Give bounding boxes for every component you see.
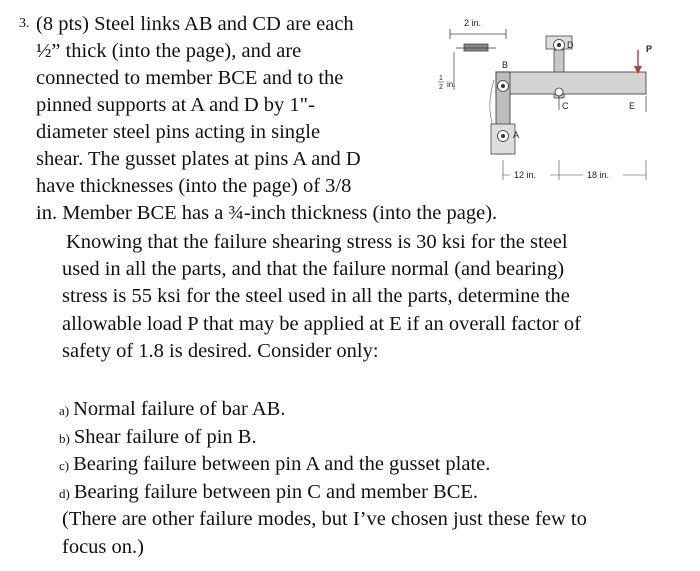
label-c: C xyxy=(562,101,569,111)
sub-item-b xyxy=(59,425,257,451)
label-a: A xyxy=(513,130,520,140)
pin-b-center xyxy=(501,84,505,88)
problem-line-4: pinned supports at A and D by 1"- xyxy=(36,94,315,116)
sub-item-a-tag: a) xyxy=(59,403,70,418)
problem-line-9: Knowing that the failure shearing stress is 30 ksi for the steel xyxy=(66,231,568,253)
sub-item-d-tag: d) xyxy=(59,486,70,501)
link-ab-side-profile xyxy=(464,44,488,51)
member-bce xyxy=(496,72,646,94)
note-line-1: (There are other failure modes, but I’ve chosen just these few to xyxy=(62,508,587,530)
question-number: 3. xyxy=(19,16,30,31)
note-line-2: focus on.) xyxy=(62,536,144,558)
sub-item-b-tag: b) xyxy=(59,431,70,446)
pin-c-icon xyxy=(555,88,563,96)
problem-line-2: ½” thick (into the page), and are xyxy=(36,40,302,62)
sub-item-a-text: Normal failure of bar AB. xyxy=(73,398,286,420)
problem-line-8: in. Member BCE has a ¾-inch thickness (into the page). xyxy=(36,202,498,224)
sub-item-c xyxy=(59,452,490,478)
dim-left-num: 1 xyxy=(439,75,443,82)
pin-d-center xyxy=(557,43,561,47)
dim-top-label: 2 in. xyxy=(464,18,482,28)
sub-item-d-text: Bearing failure between pin C and member BCE. xyxy=(73,481,479,503)
label-d: D xyxy=(567,40,574,50)
problem-line-11: stress is 55 ksi for the steel used in all the parts, determine the xyxy=(62,285,570,307)
link-mechanism-diagram xyxy=(436,12,666,187)
problem-line-5: diameter steel pins acting in single xyxy=(36,121,321,143)
dim-left-unit: in. xyxy=(447,80,456,89)
sub-item-d xyxy=(59,480,478,506)
dim-bottom-left-label: 12 in. xyxy=(514,170,537,180)
problem-line-10: used in all the parts, and that the failure normal (and bearing) xyxy=(62,258,565,280)
problem-line-13: safety of 1.8 is desired. Consider only: xyxy=(62,340,379,362)
problem-line-1: (8 pts) Steel links AB and CD are each xyxy=(36,13,354,35)
pin-a-center xyxy=(501,134,505,138)
dim-bottom-right-label: 18 in. xyxy=(587,170,610,180)
sub-item-a xyxy=(59,397,285,423)
label-e: E xyxy=(629,101,636,111)
problem-line-3: connected to member BCE and to the xyxy=(36,67,344,89)
sub-item-c-text: Bearing failure between pin A and the gusset plate. xyxy=(73,453,491,475)
sub-item-c-tag: c) xyxy=(59,458,70,473)
dim-left-den: 2 xyxy=(439,84,443,91)
problem-line-6: shear. The gusset plates at pins A and D xyxy=(36,148,361,170)
sub-item-b-text: Shear failure of pin B. xyxy=(73,426,257,448)
label-p: P xyxy=(646,44,653,54)
problem-line-12: allowable load P that may be applied at E if an overall factor of xyxy=(62,313,581,335)
problem-line-7: have thicknesses (into the page) of 3/8 xyxy=(36,175,352,197)
label-b: B xyxy=(502,60,509,70)
